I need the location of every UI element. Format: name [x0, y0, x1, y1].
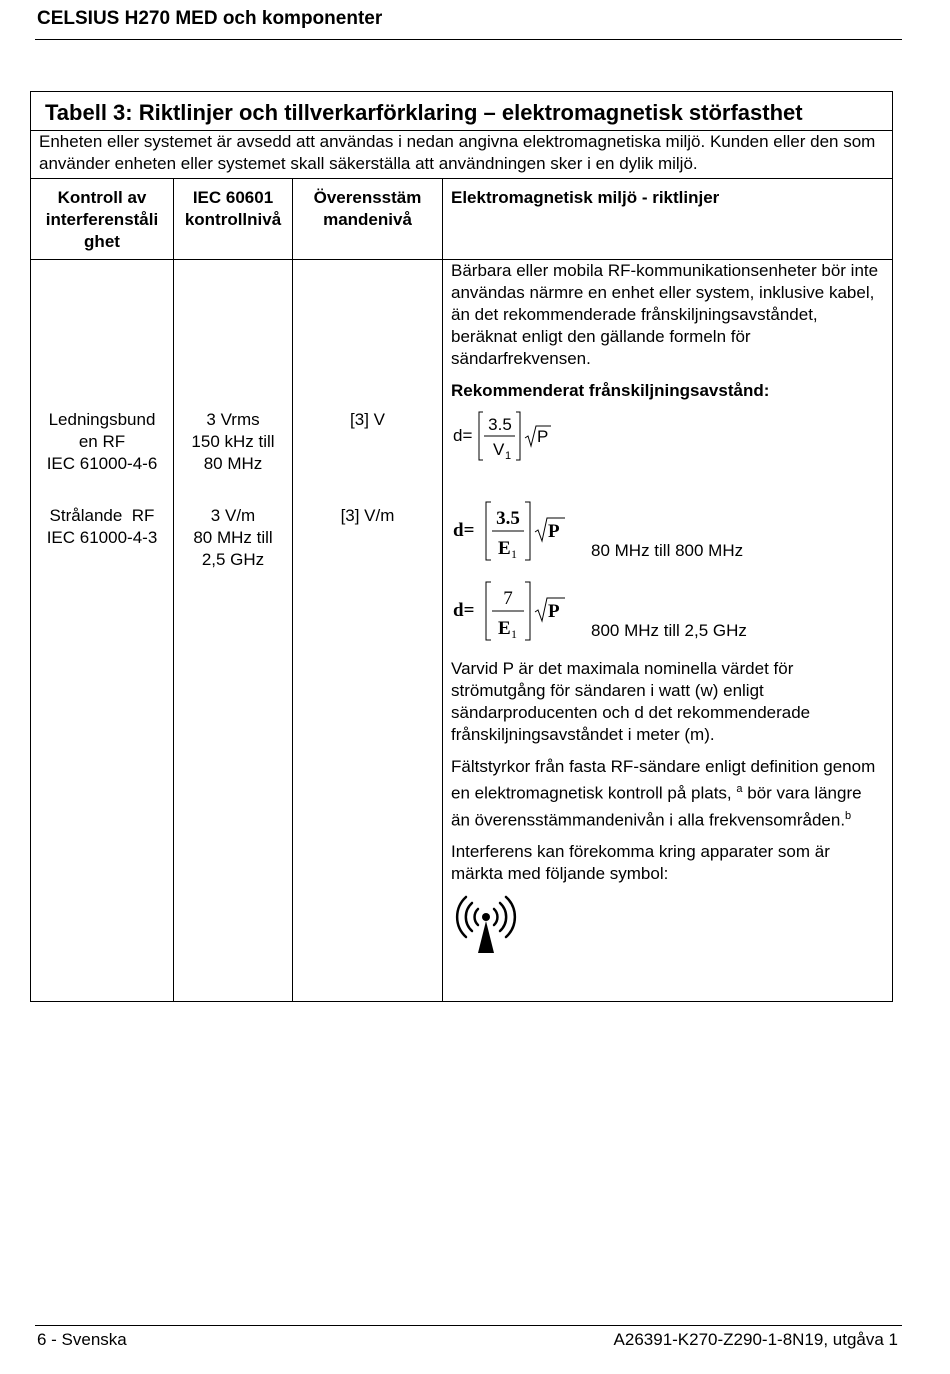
page-number: 6 - Svenska: [37, 1330, 127, 1349]
compliance-radiated-rf: [3] V/m: [340, 506, 395, 525]
formula-root: P: [537, 427, 549, 446]
formula-subscript: 1: [505, 450, 512, 462]
table-title: Tabell 3: Riktlinjer och tillverkarförklaring – elektromagnetisk störfasthet: [31, 92, 893, 131]
test-conducted-rf: Ledningsbund en RF IEC 61000-4-6: [46, 410, 158, 473]
formula-lhs: d=: [453, 520, 475, 541]
footnote-b: b: [845, 809, 852, 822]
non-ionizing-radiation-icon: [451, 893, 521, 957]
test-radiated-rf: Strålande RF IEC 61000-4-3: [46, 506, 158, 547]
environment-column: [443, 260, 893, 1002]
compliance-conducted-rf: [3] V: [350, 410, 385, 429]
environment-paragraph-4: Interferens kan förekomma kring apparater som är märkta med följande symbol:: [451, 842, 830, 884]
formula-lhs: d=: [453, 426, 473, 445]
formula-conducted-graphic: [451, 408, 561, 464]
level-radiated-rf: 3 V/m 80 MHz till 2,5 GHz: [193, 506, 273, 569]
level-conducted-rf: 3 Vrms 150 kHz till 80 MHz: [191, 410, 275, 473]
formula-root: P: [548, 601, 560, 622]
document-id: A26391-K270-Z290-1-8N19, utgåva 1: [613, 1330, 898, 1349]
emc-immunity-table: [30, 91, 893, 1002]
iec-level-column: [174, 260, 293, 1002]
footnote-a: a: [736, 783, 743, 795]
compliance-column: [293, 260, 443, 1002]
header-rule: [35, 39, 902, 40]
formula-denominator: E: [498, 538, 511, 559]
environment-paragraph-2: Varvid P är det maximala nominella värdet för strömutgång för sändaren i watt (w) enligt sändarproducenten och d det rekommenderade frånskiljningsavståndet i meter (m).: [451, 659, 811, 744]
footer-rule: [35, 1325, 902, 1326]
formula-range-low: 80 MHz till 800 MHz: [591, 541, 744, 560]
table-intro: Enheten eller systemet är avsedd att användas i nedan angivna elektromagnetiska miljö. Kunden eller den som använder enheten eller systemet skall säkerställa att användningen sker i en dylik miljö.: [31, 131, 893, 179]
formula-numerator: 3.5: [496, 508, 520, 529]
formula-denominator: E: [498, 618, 511, 639]
test-column: [31, 260, 174, 1002]
formula-root: P: [548, 521, 560, 542]
environment-paragraph-3: Fältstyrkor från fasta RF-sändare enligt definition genom en elektromagnetisk kontroll på plats, $^a$ bör vara längre än överensstämmandenivån i alla frekvensområden.$^b$: [451, 757, 876, 830]
formula-lhs: d=: [453, 600, 475, 621]
formula-denominator: V: [493, 440, 505, 459]
formula-radiated-low-graphic: [451, 498, 581, 564]
recommended-distance-label: Rekommenderat frånskiljningsavstånd:: [451, 381, 770, 400]
formula-numerator: 3.5: [488, 415, 512, 434]
environment-paragraph-1: Bärbara eller mobila RF-kommunikationsenheter bör inte användas närmre en enhet eller system, inklusive kabel, än det rekommenderade frånskiljningsavståndet, beräknat enligt den gällande formeln för sändarfrekvensen.: [451, 261, 879, 368]
column-header-test: Kontroll av interferenståli ghet: [31, 179, 174, 260]
formula-numerator: 7: [503, 588, 513, 609]
page-header-title: CELSIUS H270 MED och komponenter: [37, 8, 383, 29]
formula-radiated-low: [451, 498, 884, 564]
formula-subscript: 1: [511, 627, 517, 641]
formula-radiated-high: [451, 578, 884, 644]
column-header-environment: Elektromagnetisk miljö - riktlinjer: [443, 179, 893, 260]
formula-conducted: [451, 408, 884, 464]
formula-radiated-high-graphic: [451, 578, 581, 644]
column-header-iec-level: IEC 60601 kontrollnivå: [174, 179, 293, 260]
column-header-compliance: Överensstäm mandenivå: [293, 179, 443, 260]
formula-subscript: 1: [511, 547, 517, 561]
formula-range-high: 800 MHz till 2,5 GHz: [591, 621, 747, 640]
